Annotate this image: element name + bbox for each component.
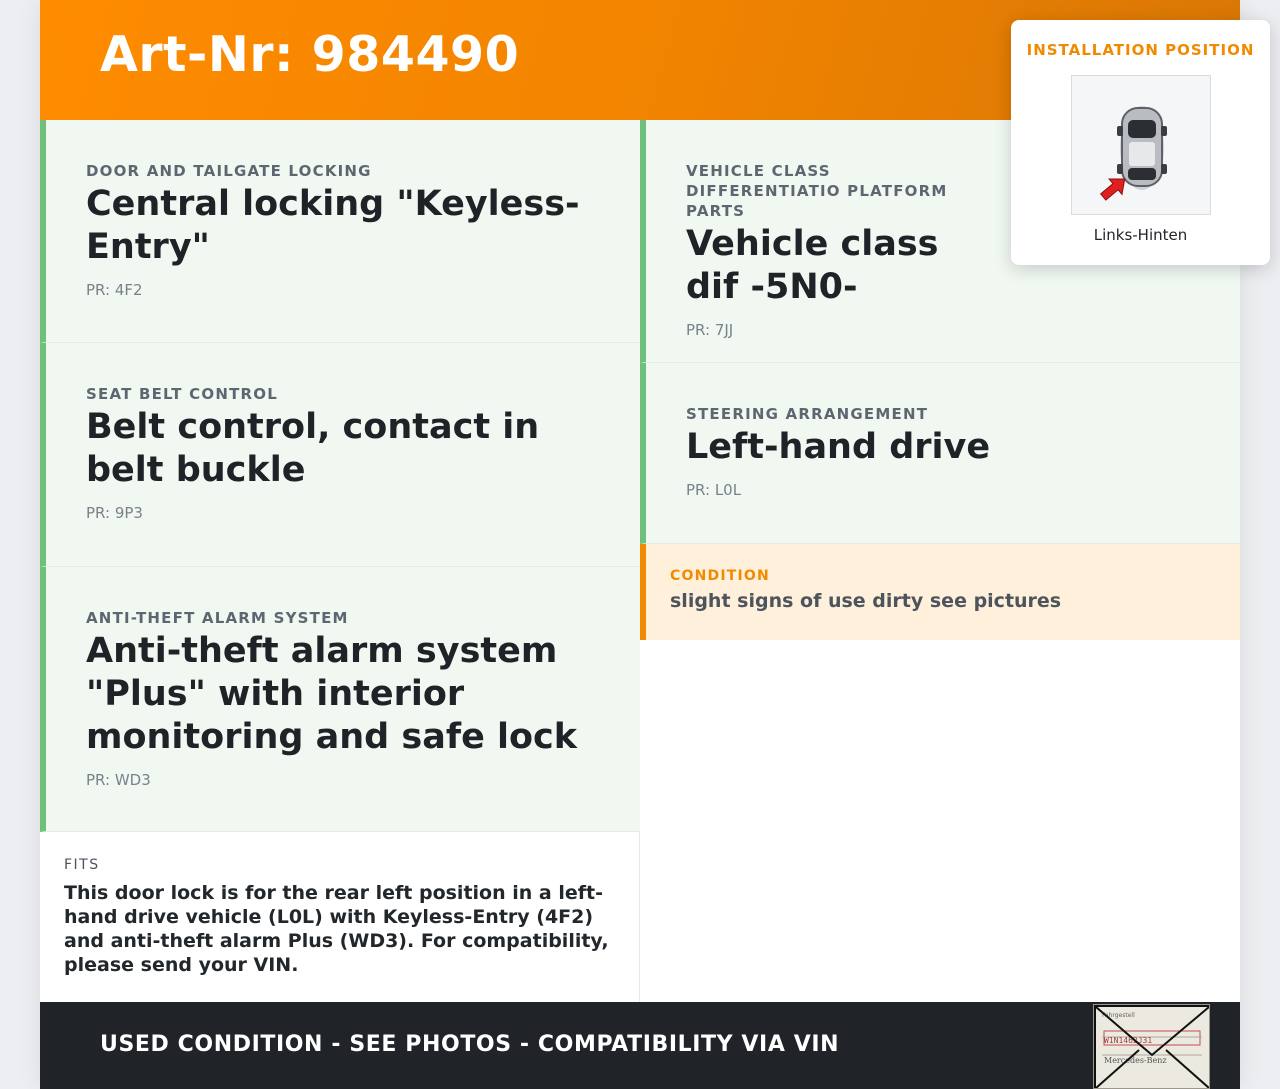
- stamp-brand-text: Mercedes-Benz: [1104, 1056, 1167, 1065]
- feature-card-pr-code: PR: 7JJ: [686, 321, 734, 339]
- svg-text:W1N1462J31: W1N1462J31: [1104, 1036, 1153, 1045]
- installation-position-title: INSTALLATION POSITION: [1026, 41, 1255, 59]
- product-sheet: [40, 0, 1255, 1089]
- feature-card-pr-code: PR: 4F2: [86, 281, 143, 299]
- fits-description: This door lock is for the rear left position in a left-hand drive vehicle (L0L) with Keyless-Entry (4F2) and anti-theft alarm Plus (WD3). For compatibility, please send your VIN.: [64, 882, 609, 976]
- fits-section: [40, 832, 640, 1002]
- empty-panel: [640, 640, 1240, 1002]
- feature-card: [640, 363, 1240, 544]
- feature-card-title: Anti-theft alarm system "Plus" with interior monitoring and safe lock: [86, 631, 578, 757]
- feature-card-label: VEHICLE CLASS DIFFERENTIATIO PLATFORM PARTS: [686, 162, 948, 220]
- installation-position-popup: [1011, 20, 1270, 265]
- page-footer: [40, 1002, 1240, 1089]
- fits-label: FITS: [64, 857, 100, 873]
- svg-text:Fahrgestell: Fahrgestell: [1102, 1012, 1135, 1019]
- feature-card-title: Belt control, contact in belt buckle: [86, 407, 540, 490]
- feature-card-label: ANTI-THEFT ALARM SYSTEM: [86, 609, 349, 627]
- feature-card-label: SEAT BELT CONTROL: [86, 385, 278, 403]
- condition-label: CONDITION: [670, 568, 770, 584]
- condition-text: slight signs of use dirty see pictures: [670, 590, 1062, 612]
- feature-card-pr-code: PR: 9P3: [86, 504, 143, 522]
- installation-position-caption: Links-Hinten: [1093, 226, 1188, 244]
- document-stamp-image: [1093, 1004, 1210, 1089]
- footer-slogan: USED CONDITION - SEE PHOTOS - COMPATIBILITY VIA VIN: [100, 1032, 840, 1057]
- article-number-title: Art-Nr: 984490: [100, 26, 520, 83]
- condition-box: [640, 544, 1240, 641]
- feature-card-pr-code: PR: L0L: [686, 481, 742, 499]
- feature-card-title: Central locking "Keyless-Entry": [86, 184, 580, 267]
- left-column: [40, 120, 640, 832]
- envelope-stamp-icon: [1094, 1005, 1210, 1089]
- feature-card-label: STEERING ARRANGEMENT: [686, 405, 929, 423]
- feature-card: [40, 567, 640, 832]
- feature-card-pr-code: PR: WD3: [86, 771, 151, 789]
- feature-card-title: Vehicle class dif -5N0-: [686, 224, 939, 307]
- installation-position-image: [1071, 75, 1211, 215]
- feature-card: [40, 120, 640, 343]
- feature-card-title: Left-hand drive: [686, 427, 991, 467]
- feature-card-label: DOOR AND TAILGATE LOCKING: [86, 162, 372, 180]
- car-topview-icon: [1072, 76, 1212, 216]
- feature-card: [40, 343, 640, 567]
